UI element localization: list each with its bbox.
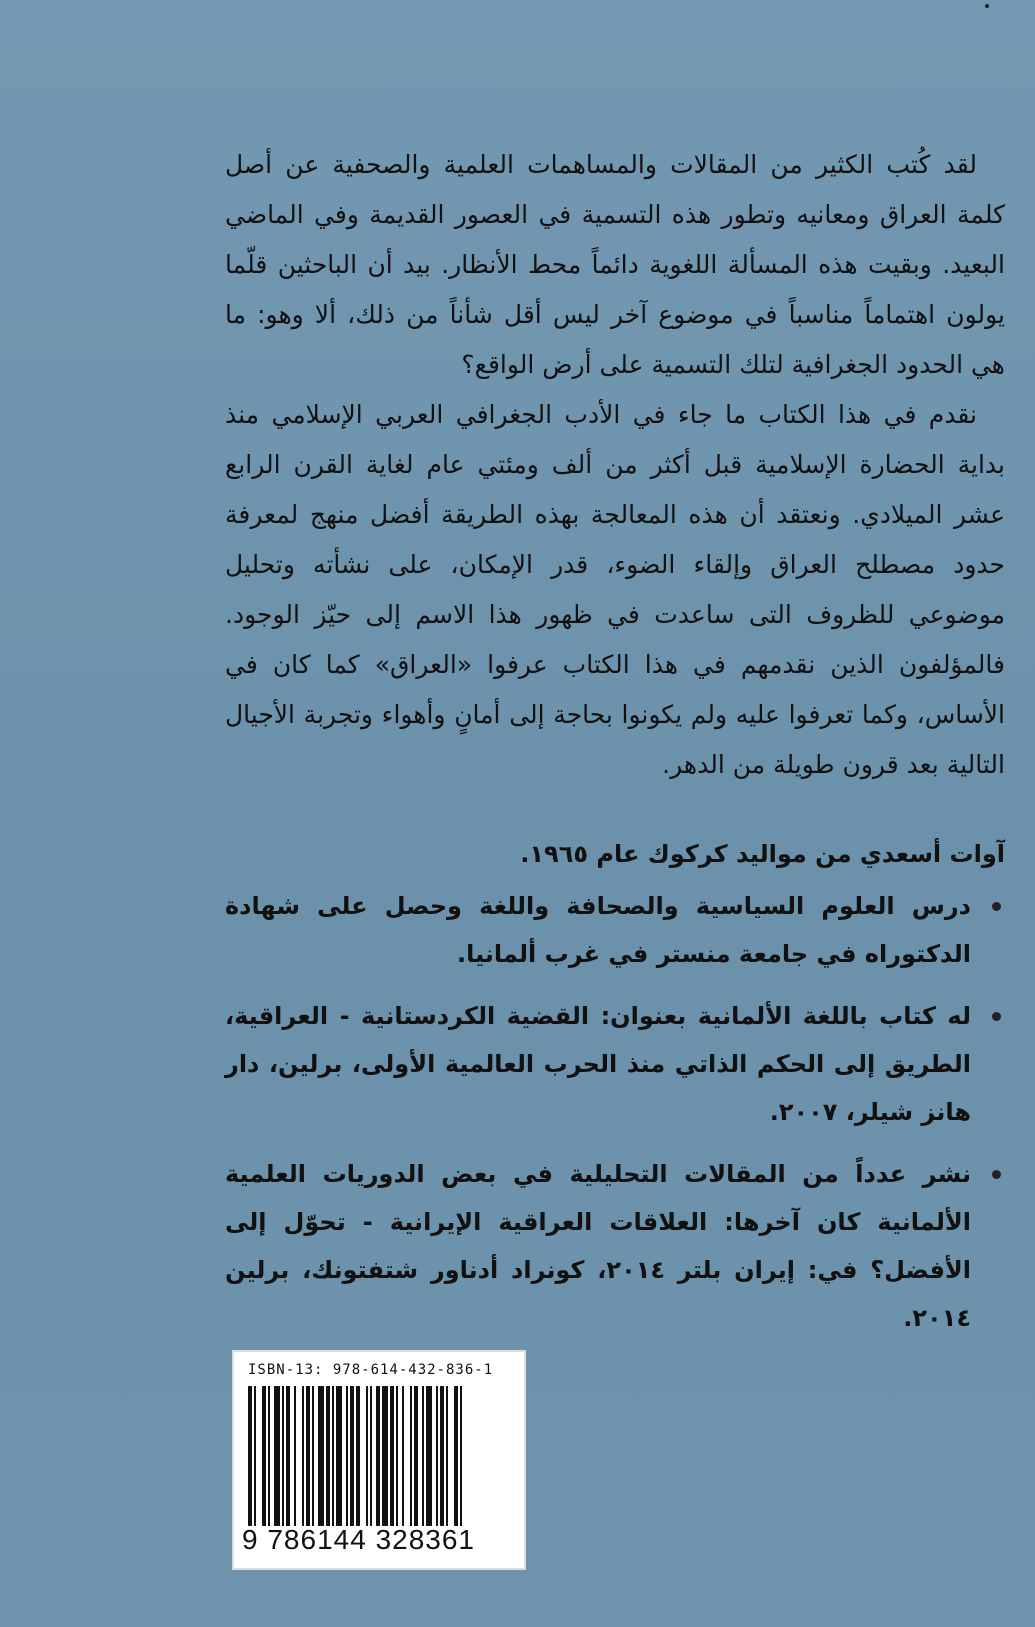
bio-item-text: نشر عدداً من المقالات التحليلية في بعض الدوريات العلمية الألمانية كان آخرها: العلاقات العراقية الإيرانية - تحوّل إلى الأفضل؟ في: إيران بلتر ٢٠١٤، كونراد أدناور شتفتونك، برلين ٢٠١٤. <box>225 1160 971 1332</box>
bio-item-text: درس العلوم السياسية والصحافة واللغة وحصل على شهادة الدكتوراه في جامعة منستر في غرب ألمانيا. <box>225 892 971 968</box>
bullet-icon <box>992 902 1001 911</box>
bio-item-3 <box>225 1150 1005 1342</box>
bio-item-2 <box>225 992 1005 1136</box>
bio-item-1 <box>225 882 1005 978</box>
blurb-paragraph-1: لقد كُتب الكثير من المقالات والمساهمات العلمية والصحفية عن أصل كلمة العراق ومعانيه وتطور هذه التسمية في العصور القديمة وفي الماضي البعيد. وبقيت هذه المسألة اللغوية دائماً محط الأنظار. بيد أن الباحثين قلّما يولون اهتماماً مناسباً في موضوع آخر ليس أقل شأناً من ذلك، ألا وهو: ما هي الحدود الجغرافية لتلك التسمية على أرض الواقع؟ <box>225 150 1005 379</box>
blurb-paragraph-2: نقدم في هذا الكتاب ما جاء في الأدب الجغرافي العربي الإسلامي منذ بداية الحضارة الإسلامية قبل أكثر من ألف ومئتي عام لغاية القرن الرابع عشر الميلادي. ونعتقد أن هذه المعالجة بهذه الطريقة أفضل منهج لمعرفة حدود مصطلح العراق وإلقاء الضوء، قدر الإمكان، على نشأته وتحليل موضوعي للظروف التى ساعدت في ظهور هذا الاسم إلى حيّز الوجود. فالمؤلفون الذين نقدمهم في هذا الكتاب عرفوا «العراق» كما كان في الأساس، وكما تعرفوا عليه ولم يكونوا بحاجة إلى أمانٍ وأهواء وتجربة الأجيال التالية بعد قرون طويلة من الدهر. <box>225 400 1005 779</box>
corner-mark <box>985 4 989 8</box>
bullet-icon <box>992 1170 1001 1179</box>
isbn-label: ISBN-13: 978-614-432-836-1 <box>248 1362 494 1378</box>
bio-item-text: له كتاب باللغة الألمانية بعنوان: القضية الكردستانية - العراقية، الطريق إلى الحكم الذاتي منذ الحرب العالمية الأولى، برلين، دار هانز شيلر، ٢٠٠٧. <box>225 1002 971 1126</box>
author-bio-list <box>225 882 1005 1342</box>
author-bio <box>225 830 1005 1356</box>
book-blurb <box>225 140 1005 790</box>
author-bio-title: آوات أسعدي من مواليد كركوك عام ١٩٦٥. <box>520 840 1005 868</box>
barcode-icon <box>248 1386 510 1526</box>
barcode-box <box>232 1350 526 1570</box>
isbn-digits: 9 786144 328361 <box>242 1524 475 1555</box>
bullet-icon <box>992 1012 1001 1021</box>
